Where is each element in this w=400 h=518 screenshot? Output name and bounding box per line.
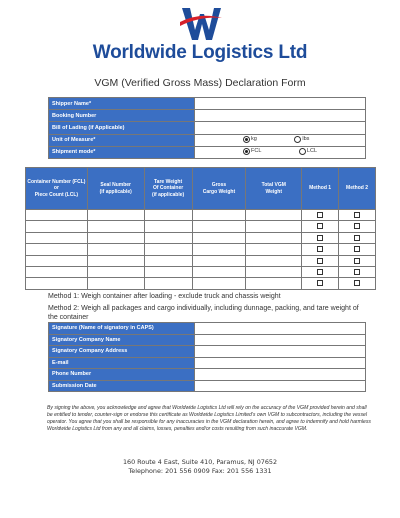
total-vgm-weight-cell[interactable]: [246, 210, 302, 221]
unit-of-measure-field: [195, 134, 366, 146]
company-name-field[interactable]: [195, 334, 366, 346]
signature-label: Signature (Name of signatory in CAPS): [49, 323, 195, 335]
submission-date-field[interactable]: [195, 380, 366, 392]
total-vgm-weight-header: Total VGM Weight: [246, 168, 302, 210]
gross-cargo-weight-cell[interactable]: [192, 255, 246, 266]
container-number-cell[interactable]: [26, 210, 88, 221]
checkbox-icon[interactable]: [354, 258, 360, 264]
total-vgm-weight-cell[interactable]: [246, 221, 302, 232]
phone-number-field[interactable]: [195, 369, 366, 381]
method-1-cell: [302, 255, 339, 266]
checkbox-icon[interactable]: [354, 280, 360, 286]
company-address-footer: [0, 458, 400, 475]
checkbox-icon[interactable]: [317, 212, 323, 218]
table-row: [49, 122, 366, 134]
booking-number-label: Booking Number: [49, 110, 195, 122]
table-row: [49, 346, 366, 358]
seal-number-cell[interactable]: [87, 255, 144, 266]
tare-weight-cell[interactable]: [144, 266, 192, 277]
table-row: [49, 146, 366, 158]
address-line: 160 Route 4 East, Suite 410, Paramus, NJ 07652: [122, 458, 278, 466]
checkbox-icon[interactable]: [354, 269, 360, 275]
checkbox-icon[interactable]: [354, 246, 360, 252]
table-row: [49, 357, 366, 369]
total-vgm-weight-cell[interactable]: [246, 232, 302, 243]
tare-weight-header: Tare Weight Of Container (if applicable): [144, 168, 192, 210]
radio-button-icon[interactable]: [243, 148, 250, 155]
method-1-cell: [302, 210, 339, 221]
table-row: [49, 380, 366, 392]
container-number-cell[interactable]: [26, 278, 88, 289]
method-1-cell: [302, 266, 339, 277]
w-swoosh-logo: [180, 4, 222, 44]
table-row: [26, 244, 376, 255]
checkbox-icon[interactable]: [317, 280, 323, 286]
shipment-mode-label: Shipment mode*: [49, 146, 195, 158]
method-2-cell: [339, 278, 376, 289]
method-1-cell: [302, 278, 339, 289]
checkbox-icon[interactable]: [317, 235, 323, 241]
email-label: E-mail: [49, 357, 195, 369]
table-row: [49, 334, 366, 346]
radio-button-icon[interactable]: [294, 136, 301, 143]
shipper-name-field[interactable]: [195, 98, 366, 110]
bill-of-lading-label: Bill of Lading (if Applicable): [49, 122, 195, 134]
form-title: VGM (Verified Gross Mass) Declaration Form: [94, 77, 306, 89]
seal-number-header: Seal Number (if applicable): [87, 168, 144, 210]
method-2-cell: [339, 232, 376, 243]
company-name: Worldwide Logistics Ltd: [92, 42, 308, 63]
phone-number-label: Phone Number: [49, 369, 195, 381]
company-name-label: Signatory Company Name: [49, 334, 195, 346]
method-2-cell: [339, 244, 376, 255]
total-vgm-weight-cell[interactable]: [246, 266, 302, 277]
seal-number-cell[interactable]: [87, 244, 144, 255]
email-field[interactable]: [195, 357, 366, 369]
radio-button-icon[interactable]: [243, 136, 250, 143]
gross-cargo-weight-cell[interactable]: [192, 232, 246, 243]
signatory-table: [48, 322, 366, 392]
method-2-cell: [339, 266, 376, 277]
booking-number-field[interactable]: [195, 110, 366, 122]
tare-weight-cell[interactable]: [144, 278, 192, 289]
seal-number-cell[interactable]: [87, 266, 144, 277]
shipment-mode-field: [195, 146, 366, 158]
fcl-option[interactable]: FCL: [243, 148, 261, 155]
gross-cargo-weight-header: Gross Cargo Weight: [192, 168, 246, 210]
gross-cargo-weight-cell[interactable]: [192, 266, 246, 277]
gross-cargo-weight-cell[interactable]: [192, 210, 246, 221]
checkbox-icon[interactable]: [354, 223, 360, 229]
gross-cargo-weight-cell[interactable]: [192, 244, 246, 255]
table-row: [26, 221, 376, 232]
checkbox-icon[interactable]: [354, 212, 360, 218]
lcl-option[interactable]: LCL: [299, 148, 317, 155]
checkbox-icon[interactable]: [354, 235, 360, 241]
method-2-cell: [339, 210, 376, 221]
company-address-label: Signatory Company Address: [49, 346, 195, 358]
method-2-description: Method 2: Weigh all packages and cargo individually, including dunnage, packing, and tare weight of the container: [48, 305, 359, 322]
gross-cargo-weight-cell[interactable]: [192, 221, 246, 232]
seal-number-cell[interactable]: [87, 278, 144, 289]
container-table-body: [26, 210, 376, 290]
seal-number-cell[interactable]: [87, 232, 144, 243]
tare-weight-cell[interactable]: [144, 221, 192, 232]
tare-weight-cell[interactable]: [144, 255, 192, 266]
gross-cargo-weight-cell[interactable]: [192, 278, 246, 289]
bill-of-lading-field[interactable]: [195, 122, 366, 134]
table-row: [26, 210, 376, 221]
container-number-cell[interactable]: [26, 221, 88, 232]
tare-weight-cell[interactable]: [144, 210, 192, 221]
method-2-cell: [339, 255, 376, 266]
signature-field[interactable]: [195, 323, 366, 335]
method-2-header: Method 2: [339, 168, 376, 210]
table-row: [49, 134, 366, 146]
total-vgm-weight-cell[interactable]: [246, 244, 302, 255]
unit-of-measure-label: Unit of Measure*: [49, 134, 195, 146]
tare-weight-cell[interactable]: [144, 232, 192, 243]
submission-date-label: Submission Date: [49, 380, 195, 392]
tare-weight-cell[interactable]: [144, 244, 192, 255]
method-1-cell: [302, 244, 339, 255]
method-1-description: Method 1: Weigh container after loading - exclude truck and chassis weight: [48, 293, 281, 300]
total-vgm-weight-cell[interactable]: [246, 255, 302, 266]
checkbox-icon[interactable]: [317, 258, 323, 264]
table-header-row: [26, 168, 376, 210]
shipper-name-label: Shipper Name*: [49, 98, 195, 110]
container-number-cell[interactable]: [26, 255, 88, 266]
total-vgm-weight-cell[interactable]: [246, 278, 302, 289]
container-weights-table: [25, 167, 376, 290]
table-row: [49, 110, 366, 122]
table-row: [26, 232, 376, 243]
method-1-header: Method 1: [302, 168, 339, 210]
radio-button-icon[interactable]: [299, 148, 306, 155]
container-number-cell[interactable]: [26, 232, 88, 243]
kg-option[interactable]: kg: [243, 136, 257, 143]
method-1-cell: [302, 232, 339, 243]
company-logo: [0, 4, 400, 66]
container-number-header: Container Number (FCL) or Piece Count (LCL): [26, 168, 88, 210]
container-number-cell[interactable]: [26, 266, 88, 277]
method-2-cell: [339, 221, 376, 232]
contact-line: Telephone: 201 556 0909 Fax: 201 556 1331: [128, 466, 272, 475]
table-row: [49, 369, 366, 381]
lbs-option[interactable]: lbs: [294, 136, 309, 143]
table-row: [49, 323, 366, 335]
checkbox-icon[interactable]: [317, 223, 323, 229]
seal-number-cell[interactable]: [87, 221, 144, 232]
table-row: [26, 255, 376, 266]
container-number-cell[interactable]: [26, 244, 88, 255]
seal-number-cell[interactable]: [87, 210, 144, 221]
shipper-details-table: [48, 97, 366, 159]
method-1-cell: [302, 221, 339, 232]
checkbox-icon[interactable]: [317, 246, 323, 252]
disclaimer-text: By signing the above, you acknowledge and agree that Worldwide Logistics Ltd will rely on the accuracy of the VGM provided herein and shall be entitled to tender, counter-sign or endorse this certificate as Worldwide Logistics Limited's own VGM to subcontractors, including the vessel operator. You agree that you shall be responsible for any inaccuracies in the VGM declaration herein, and agree to indemnify and hold harmless Worldwide Logistics Ltd from any and all claims, losses, penalties and/or costs resulting from such inaccurate VGM.: [47, 405, 371, 433]
checkbox-icon[interactable]: [317, 269, 323, 275]
table-row: [26, 266, 376, 277]
company-address-field[interactable]: [195, 346, 366, 358]
table-row: [26, 278, 376, 289]
table-row: [49, 98, 366, 110]
